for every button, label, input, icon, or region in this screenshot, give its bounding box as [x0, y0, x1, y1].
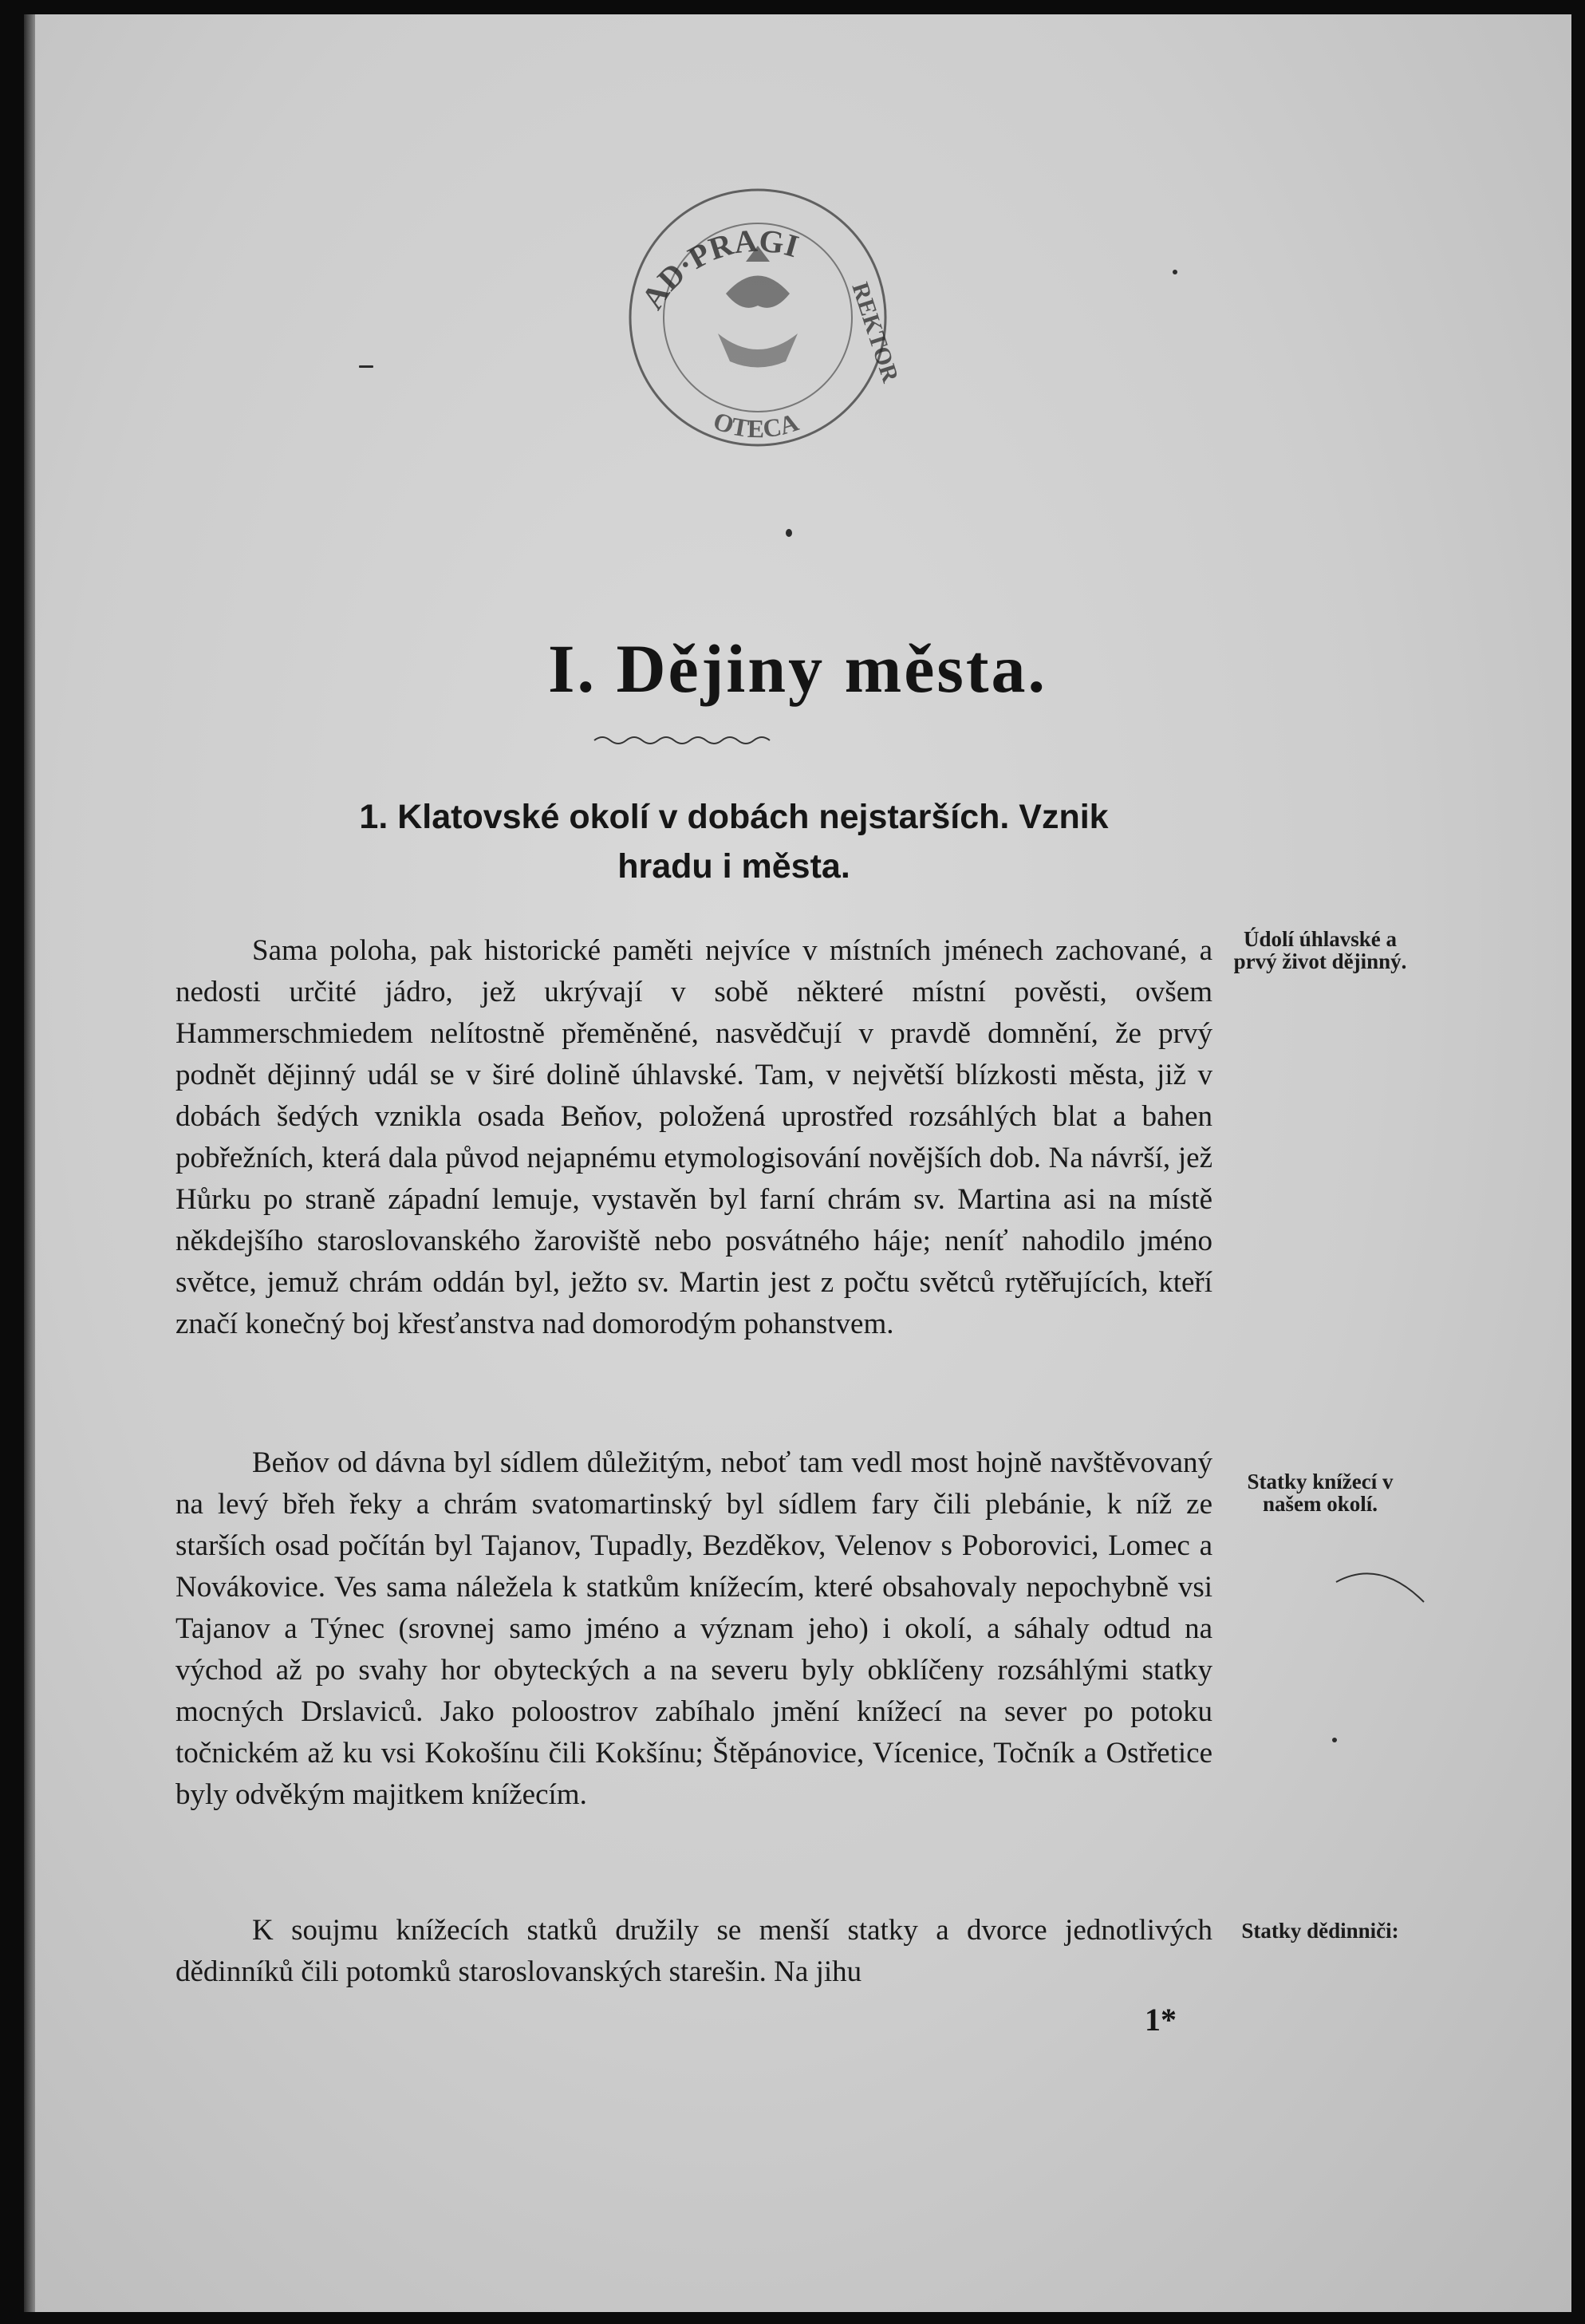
margin-pencil-mark	[1332, 1566, 1428, 1606]
paragraph-2	[175, 1442, 1212, 1816]
page-spine-shadow	[24, 14, 35, 2312]
stamp-text-top: AD·PRAGI	[633, 222, 803, 316]
paragraph-text: Beňov od dávna byl sídlem důležitým, neboť tam vedl most hojně navštěvovaný na levý břeh řeky a chrám svatomartinský byl sídlem fary čili plebánie, k níž ze starších osad počítán byl Tajanov, Tupadly, Bezděkov, Velenov s Poborovici, Lomec a Novákovice. Ves sama náležela k statkům knížecím, které obsahovaly nepochybně vsi Tajanov a Týnec (srovnej samo jméno a význam jeho) i okolí, a sáhaly odtud na východ až po svahy hor obyteckých a na severu byly obklíčeny rozsáhlými statky mocných Drslaviců. Jako poloostrov zabíhalo jmění knížecí na sever po potoku točnickém až ku vsi Kokošínu čili Kokšínu; Štěpánovice, Vícenice, Točník a Ostřetice byly odvěkým majitkem knížecím.	[175, 1446, 1212, 1811]
chapter-title: I. Dějiny města.	[547, 630, 1048, 707]
section-heading	[215, 792, 1252, 891]
stamp-text-right: REKTOR	[846, 278, 904, 386]
paragraph-text: K soujmu knížecích statků družily se menší statky a dvorce jednotlivých dědinníků čili potomků staroslovanských starešin. Na jihu	[175, 1914, 1212, 1988]
book-page	[24, 14, 1571, 2312]
ink-speck	[1332, 1738, 1337, 1742]
paragraph-3	[175, 1910, 1212, 1993]
section-heading-line2: hradu i města.	[617, 847, 850, 886]
signature-mark: 1*	[1145, 2002, 1177, 2038]
paragraph-text: Sama poloha, pak historické paměti nejvíce v místních jménech zachované, a nedosti určité jádro, jež ukrývají v sobě některé místní pověsti, ovšem Hammerschmiedem nelítostně přeměněné, nasvědčují v pravdě domnění, že prvý podnět dějinný udál se v širé dolině úhlavské. Tam, v největší blízkosti města, již v dobách šedých vznikla osada Beňov, položená uprostřed rozsáhlých blat a bahen pobřežních, která dala původ nejapnému etymologisování novějších dob. Na návrší, jež Hůrku po straně západní lemuje, vystavěn byl farní chrám sv. Martina asi na místě někdejšího staroslovanského žaroviště nebo posvátného háje; neníť nahodilo jméno světce, jemuž chrám oddán byl, ježto sv. Martin jest z počtu světců rytěřujících, kteří značí konečný boj křesťanstva nad domorodým pohanstvem.	[175, 934, 1212, 1340]
ink-speck	[1173, 270, 1177, 274]
ink-speck	[359, 365, 373, 368]
ink-speck	[786, 529, 792, 537]
margin-note-3: Statky dědinniči:	[1241, 1919, 1399, 1943]
paragraph-1	[175, 930, 1212, 1345]
margin-note-2: Statky knížecí v našem okolí.	[1247, 1470, 1394, 1516]
title-ornament	[590, 732, 782, 748]
library-stamp	[606, 174, 909, 461]
section-heading-line1: 1. Klatovské okolí v dobách nejstarších. Vznik	[359, 798, 1109, 836]
margin-note-1: Údolí úhlavské a prvý život dějinný.	[1233, 927, 1407, 973]
stamp-text-bottom: OTECA	[709, 405, 802, 444]
